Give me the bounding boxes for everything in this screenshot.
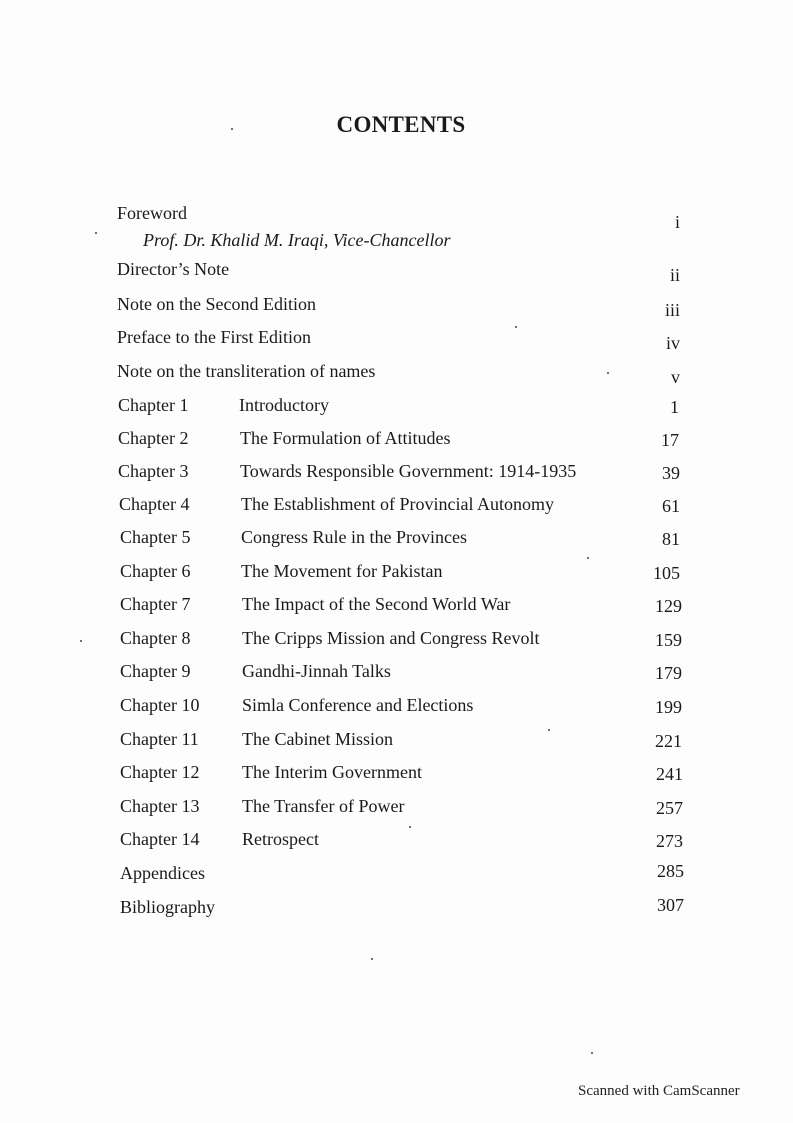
toc-entry-chapter <box>118 458 680 484</box>
chapter-label: Chapter 6 <box>120 561 191 581</box>
toc-entry-chapter <box>120 826 683 852</box>
chapter-page: 39 <box>662 463 680 483</box>
chapter-title: Towards Responsible Government: 1914-1935 <box>240 461 577 481</box>
chapter-title: The Establishment of Provincial Autonomy <box>241 494 554 514</box>
toc-entry-label: Bibliography <box>120 897 215 917</box>
toc-entry-page: 307 <box>657 895 684 915</box>
chapter-title: The Cripps Mission and Congress Revolt <box>242 628 540 648</box>
scan-speck <box>409 826 411 828</box>
chapter-page: 273 <box>656 831 683 851</box>
chapter-page: 159 <box>655 630 682 650</box>
scan-speck <box>515 326 517 328</box>
toc-entry-chapter <box>118 392 679 418</box>
chapter-title: The Transfer of Power <box>242 796 405 816</box>
chapter-page: 81 <box>662 529 680 549</box>
page-title: CONTENTS <box>336 112 466 137</box>
chapter-page: 241 <box>656 764 683 784</box>
chapter-page: 199 <box>655 697 682 717</box>
toc-entry-chapter <box>119 491 680 517</box>
toc-entry-directors-note <box>117 256 680 285</box>
toc-entry-chapter <box>120 625 682 651</box>
chapter-title: Introductory <box>239 395 329 415</box>
scan-speck <box>587 557 589 559</box>
toc-entry-chapter <box>120 692 682 718</box>
chapter-label: Chapter 2 <box>118 428 189 448</box>
toc-entry-chapter <box>120 759 683 785</box>
foreword-author: Prof. Dr. Khalid M. Iraqi, Vice-Chancellor <box>143 230 451 250</box>
chapter-label: Chapter 9 <box>120 661 191 681</box>
scan-speck <box>371 958 373 960</box>
toc-entry-chapter <box>120 591 682 617</box>
chapter-page: 179 <box>655 663 682 683</box>
toc-entry-label: Preface to the First Edition <box>117 327 311 347</box>
chapter-page: 257 <box>656 798 683 818</box>
scan-speck <box>80 640 82 642</box>
chapter-title: Gandhi-Jinnah Talks <box>242 661 391 681</box>
chapter-title: The Formulation of Attitudes <box>240 428 451 448</box>
chapter-page: 1 <box>670 397 679 417</box>
scan-speck <box>231 128 233 130</box>
toc-entry-chapter <box>120 558 680 584</box>
chapter-label: Chapter 13 <box>120 796 200 816</box>
chapter-label: Chapter 7 <box>120 594 191 614</box>
toc-entry-label: Foreword <box>117 203 187 223</box>
chapter-page: 17 <box>661 430 679 450</box>
scan-speck <box>591 1052 593 1054</box>
toc-entry-appendices <box>120 860 684 886</box>
chapter-title: The Movement for Pakistan <box>241 561 443 581</box>
chapter-label: Chapter 14 <box>120 829 200 849</box>
chapter-title: The Interim Government <box>242 762 422 782</box>
toc-entry-label: Note on the transliteration of names <box>117 361 376 381</box>
chapter-title: Simla Conference and Elections <box>242 695 474 715</box>
toc-entry-label: Note on the Second Edition <box>117 294 316 314</box>
chapter-title: Congress Rule in the Provinces <box>241 527 467 547</box>
chapter-label: Chapter 11 <box>120 729 199 749</box>
toc-entry-label: Appendices <box>120 863 205 883</box>
chapter-label: Chapter 12 <box>120 762 200 782</box>
toc-entry-foreword <box>117 200 680 232</box>
chapter-title: The Impact of the Second World War <box>242 594 511 614</box>
scan-speck <box>548 729 550 731</box>
scan-speck <box>607 372 609 374</box>
chapter-page: 129 <box>655 596 682 616</box>
toc-entry-chapter <box>120 524 680 550</box>
chapter-label: Chapter 1 <box>118 395 189 415</box>
toc-entry-page: iv <box>665 333 680 353</box>
toc-entry-label: Director’s Note <box>117 259 230 279</box>
chapter-page: 105 <box>653 563 680 583</box>
chapter-label: Chapter 8 <box>120 628 191 648</box>
toc-entry-second-edition-note <box>117 291 680 320</box>
toc-entry-chapter <box>120 658 682 684</box>
toc-entry-page: ii <box>669 265 680 285</box>
chapter-label: Chapter 4 <box>119 494 190 514</box>
scan-speck <box>95 232 97 234</box>
chapter-page: 61 <box>662 496 680 516</box>
toc-entry-transliteration-note <box>117 358 680 387</box>
toc-entry-page: i <box>674 212 680 232</box>
toc-entry-page: v <box>671 367 680 387</box>
toc-entry-first-edition-preface <box>117 324 680 353</box>
chapter-title: Retrospect <box>242 829 319 849</box>
chapter-label: Chapter 10 <box>120 695 200 715</box>
toc-entry-chapter <box>118 425 679 451</box>
chapter-page: 221 <box>655 731 682 751</box>
toc-entry-bibliography <box>120 894 684 920</box>
toc-entry-page: 285 <box>657 861 684 881</box>
chapter-label: Chapter 3 <box>118 461 189 481</box>
chapter-label: Chapter 5 <box>120 527 191 547</box>
scanner-watermark: Scanned with CamScanner <box>578 1083 740 1099</box>
toc-entry-chapter <box>120 726 682 752</box>
toc-entry-chapter <box>120 793 683 819</box>
chapter-title: The Cabinet Mission <box>242 729 393 749</box>
toc-entry-page: iii <box>664 300 680 320</box>
